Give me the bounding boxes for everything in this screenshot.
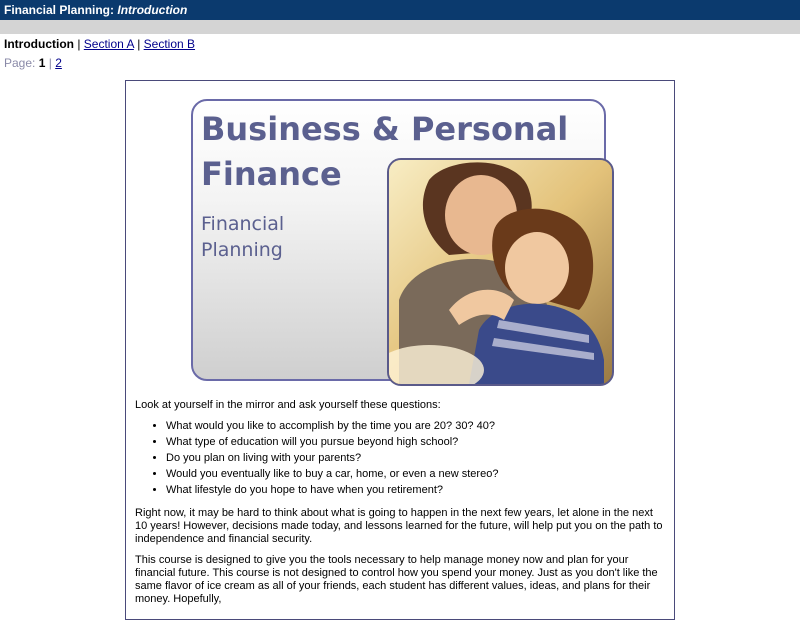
toolbar-strip xyxy=(0,20,800,34)
hero-photo xyxy=(387,158,614,386)
hero-subtitle-line1: Financial xyxy=(201,213,285,235)
page-nav xyxy=(4,55,62,71)
list-item: • Would you eventually like to buy a car, home, or even a new stereo? xyxy=(166,468,665,481)
course-title: Financial Planning: xyxy=(4,3,115,17)
paragraph-1: Right now, it may be hard to think about what is going to happen in the next few years, let alone in the next 10 years! However, decisions made today, and lessons learned for the future, will help put you on the path to independence and financial security. xyxy=(135,507,663,545)
list-item: • What would you like to accomplish by the time you are 20? 30? 40? xyxy=(166,420,665,433)
nav-link-section-a[interactable]: Section A xyxy=(83,37,134,51)
list-item: • What lifestyle do you hope to have when you retirement? xyxy=(166,484,665,497)
content-panel xyxy=(125,80,675,620)
page-current: 1 xyxy=(38,56,46,70)
nav-current-introduction: Introduction xyxy=(4,37,74,51)
page-label: Page: xyxy=(4,56,36,70)
paragraph-2: This course is designed to give you the tools necessary to help manage money now and plan for your financial future. This course is not designed to control how you spend your money. Just as you don't like the same flavor of ice cream as all of your friends, each student has different values, ideas, and plans for their money. Hopefully, xyxy=(135,554,658,605)
nav-separator: | xyxy=(77,37,81,51)
hero-title-line2: Finance xyxy=(201,155,342,193)
page-link-2[interactable]: 2 xyxy=(55,56,62,70)
hero-subtitle-line2: Planning xyxy=(201,239,283,261)
section-nav xyxy=(4,36,195,52)
hero-subtitle xyxy=(201,211,284,263)
mother-child-photo-icon xyxy=(389,160,612,384)
section-title: Introduction xyxy=(117,3,188,17)
title-bar xyxy=(0,0,800,20)
intro-text: Look at yourself in the mirror and ask yourself these questions: xyxy=(135,399,441,411)
nav-link-section-b[interactable]: Section B xyxy=(143,37,196,51)
page-separator: | xyxy=(48,56,52,70)
question-list xyxy=(135,420,665,497)
hero-title-line1: Business & Personal xyxy=(201,110,569,148)
article-body xyxy=(135,399,665,614)
nav-separator: | xyxy=(137,37,141,51)
list-item: • Do you plan on living with your parents? xyxy=(166,452,665,465)
list-item: • What type of education will you pursue beyond high school? xyxy=(166,436,665,449)
